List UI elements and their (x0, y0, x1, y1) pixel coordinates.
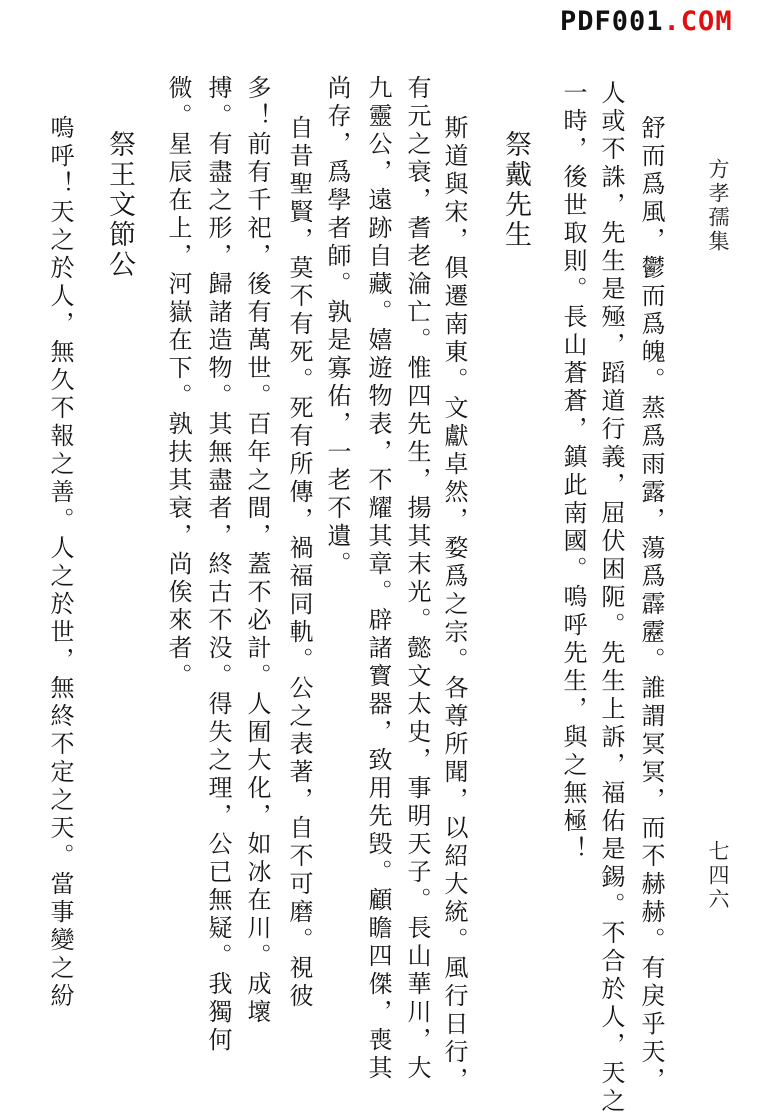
text-column-11: 微。星辰在上，河嶽在下。孰扶其衰，尚俟來者。 (164, 75, 192, 691)
watermark-logo (560, 6, 733, 37)
section-title-dai: 祭戴先生 (500, 130, 531, 250)
section-title-wang: 祭王文節公 (104, 130, 135, 280)
running-head-title: 方孝孺集 (706, 158, 730, 254)
page-number: 七四六 (706, 840, 730, 912)
text-column-10: 搏。有盡之形，歸諸造物。其無盡者，終古不没。得失之理，公已無疑。我獨何 (204, 75, 232, 1055)
watermark-text-domain: .COM (663, 6, 733, 37)
text-column-6: 九靈公，遠跡自藏。嬉遊物表，不耀其章。辟諸寳器，致用先毁。顧瞻四傑，喪其 (364, 75, 392, 1083)
text-column-8: 自昔聖賢，莫不有死。死有所傳，禍福同軌。公之表著，自不可磨。視彼 (285, 115, 313, 1011)
text-column-9: 多！前有千祀，後有萬世。百年之間，蓋不必計。人囿大化，如冰在川。成壞 (243, 75, 271, 1027)
text-column-3: 一時，後世取則。長山蒼蒼，鎮此南國。嗚呼先生，與之無極！ (559, 80, 587, 864)
text-column-5: 有元之衰，耆老淪亡。惟四先生，揚其末光。懿文太史，事明天子。長山華川，大 (403, 75, 431, 1083)
text-column-2: 人或不誅，先生是殛，蹈道行義，屈伏困阨。先生上訴，福佑是錫。不合於人，天之 (597, 80, 625, 1116)
text-column-1: 舒而爲風，鬱而爲魄。蒸爲雨露，蕩爲霹靂。誰謂冥冥，而不赫赫。有戾乎天， (637, 115, 665, 1095)
text-column-12: 嗚呼！天之於人，無久不報之善。人之於世，無終不定之天。當事變之紛 (46, 115, 74, 1011)
text-column-4: 斯道與宋，俱遷南東。文獻卓然，婺爲之宗。各尊所聞，以紹大統。風行日行， (440, 115, 468, 1095)
text-column-7: 尚存，爲學者師。孰是寡佑，一老不遺。 (323, 75, 351, 579)
watermark-text-main: PDF001 (560, 6, 664, 37)
